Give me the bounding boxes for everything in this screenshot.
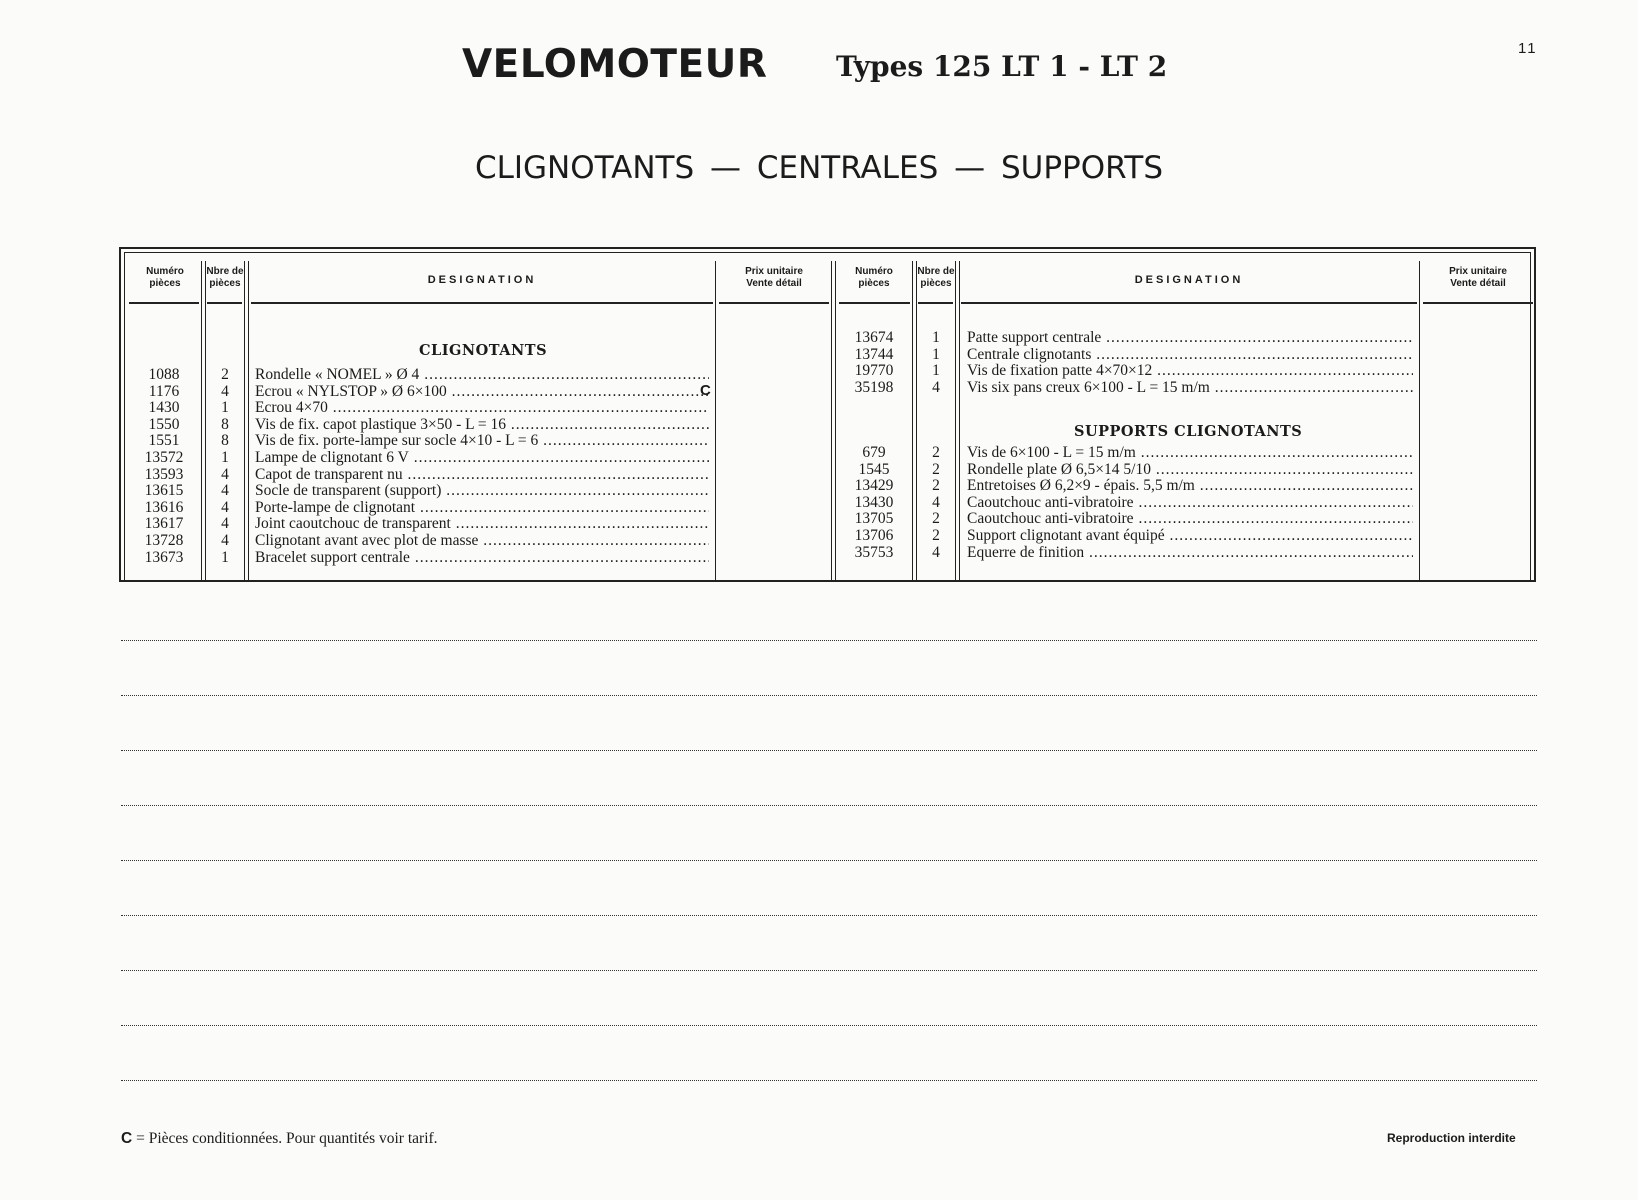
page-header [0, 40, 1638, 100]
part-number: 13593 [144, 465, 184, 483]
part-designation: Support clignotant avant équipé ..... [967, 527, 1413, 544]
part-number: 13728 [144, 532, 184, 549]
part-number: 13572 [144, 449, 184, 466]
part-quantity: 2 [932, 444, 940, 461]
part-quantity: 8 [221, 415, 229, 433]
blank-line [121, 640, 1537, 641]
part-quantity: 2 [932, 527, 940, 544]
part-designation: Vis de 6×100 - L = 15 m/m ..... [967, 444, 1413, 461]
part-quantity: 4 [221, 482, 229, 500]
part-designation: Lampe de clignotant 6 V ..... [255, 449, 709, 466]
part-number: 1550 [148, 415, 180, 433]
part-designation: Entretoises Ø 6,2×9 - épais. 5,5 m/m ..... [967, 477, 1413, 494]
header-numero: Numéro pièces [855, 266, 893, 289]
header-rule [839, 302, 910, 304]
header-numero: Numéro pièces [146, 266, 184, 289]
table-row [125, 444, 1535, 461]
part-designation: Rondelle « NOMEL » Ø 4 ..... [255, 366, 709, 383]
header-rule [961, 302, 1417, 304]
table-row [125, 544, 1535, 561]
header-rule [1423, 302, 1533, 304]
table-row [125, 510, 1535, 527]
table-row [125, 527, 1535, 544]
part-designation: Socle de transparent (support) ..... [255, 482, 709, 499]
legend-text: = Pièces conditionnées. Pour quantités voir tarif. [132, 1130, 438, 1147]
header-designation: DESIGNATION [427, 274, 537, 286]
part-quantity: 1 [221, 449, 229, 466]
part-designation: Vis de fix. capot plastique 3×50 - L = 16 ..... [255, 416, 709, 433]
part-number: 13616 [144, 498, 184, 516]
part-designation: Vis de fix. porte-lampe sur socle 4×10 - L = 6 ..... [255, 432, 709, 449]
part-quantity: 4 [932, 543, 940, 561]
part-number: 13430 [854, 493, 894, 511]
section-title-supports: SUPPORTS CLIGNOTANTS [1074, 423, 1303, 440]
part-quantity: 2 [221, 366, 229, 383]
part-number: 1088 [148, 366, 180, 383]
header-prix: Prix unitaire Vente détail [745, 266, 803, 289]
parts-table [119, 247, 1536, 582]
part-designation: Joint caoutchouc de transparent ..... [255, 515, 709, 532]
blank-line [121, 915, 1537, 916]
part-quantity: 1 [221, 548, 229, 566]
table-row [125, 379, 1535, 396]
part-designation: Rondelle plate Ø 6,5×14 5/10 ..... [967, 461, 1413, 478]
blank-line [121, 970, 1537, 971]
table-row [125, 494, 1535, 511]
part-quantity: 1 [221, 399, 229, 417]
part-designation: Centrale clignotants ..... [967, 346, 1413, 363]
part-designation: Porte-lampe de clignotant ..... [255, 499, 709, 516]
part-designation: Ecrou 4×70 ..... [255, 399, 709, 416]
table-row [125, 461, 1535, 478]
legend-key: C [121, 1130, 133, 1147]
table-row [125, 477, 1535, 494]
page-title: VELOMOTEUR [462, 42, 768, 87]
part-quantity: 1 [932, 329, 940, 346]
header-designation: DESIGNATION [1134, 274, 1244, 286]
part-number: 13706 [854, 527, 894, 544]
part-designation: Caoutchouc anti-vibratoire ..... [967, 510, 1413, 527]
part-quantity: 4 [221, 498, 229, 516]
blank-line [121, 695, 1537, 696]
blank-line [121, 805, 1537, 806]
part-number: 13617 [144, 515, 184, 533]
header-prix: Prix unitaire Vente détail [1449, 266, 1507, 289]
copyright-notice: Reproduction interdite [1387, 1131, 1516, 1145]
part-number: 13705 [854, 510, 894, 528]
part-quantity: 4 [221, 382, 229, 400]
part-designation: Ecrou « NYLSTOP » Ø 6×100 ..... [255, 383, 709, 400]
part-number: 1430 [148, 399, 180, 417]
part-designation: Equerre de finition ..... [967, 544, 1413, 561]
header-rule [918, 302, 953, 304]
part-quantity: 4 [932, 493, 940, 511]
table-inner-frame [124, 252, 1531, 582]
part-quantity: 4 [221, 465, 229, 483]
part-quantity: 1 [932, 362, 940, 380]
part-quantity: 2 [932, 477, 940, 495]
table-row [125, 416, 1535, 433]
part-quantity: 4 [221, 532, 229, 549]
legend [121, 1130, 438, 1148]
header-rule [719, 302, 829, 304]
blank-line [121, 860, 1537, 861]
header-rule [251, 302, 713, 304]
section-title-clignotants: CLIGNOTANTS [419, 342, 548, 359]
part-designation: Vis six pans creux 6×100 - L = 15 m/m ..... [967, 379, 1413, 396]
blank-line [121, 750, 1537, 751]
part-number: 13674 [854, 329, 894, 346]
part-number: 35198 [854, 378, 894, 396]
part-number: 13429 [854, 477, 894, 495]
part-designation: Vis de fixation patte 4×70×12 ..... [967, 362, 1413, 379]
blank-line [121, 1080, 1537, 1081]
blank-line [121, 1025, 1537, 1026]
header-rule [129, 302, 199, 304]
part-number: 13673 [144, 548, 184, 566]
part-number: 35753 [854, 543, 894, 561]
header-rule [207, 302, 242, 304]
part-designation: Capot de transparent nu ..... [255, 466, 709, 483]
table-row [125, 399, 1535, 416]
part-quantity: 1 [932, 345, 940, 363]
part-designation: Bracelet support centrale ..... [255, 549, 709, 566]
table-row [125, 362, 1535, 379]
part-quantity: 2 [932, 460, 940, 478]
part-quantity: 4 [221, 515, 229, 533]
part-number: 13615 [144, 482, 184, 500]
header-nbre: Nbre de pièces [917, 266, 955, 289]
part-designation: Caoutchouc anti-vibratoire ..... [967, 494, 1413, 511]
part-number: 1545 [858, 460, 890, 478]
part-quantity: 8 [221, 432, 229, 450]
page-number: 11 [1518, 40, 1538, 57]
model-types: Types 125 LT 1 - LT 2 [836, 50, 1168, 83]
table-row [125, 329, 1535, 346]
part-designation: Patte support centrale ..... [967, 329, 1413, 346]
part-quantity: 4 [932, 378, 940, 396]
table-row [125, 346, 1535, 363]
part-number: 1551 [148, 432, 180, 450]
part-quantity: 2 [932, 510, 940, 528]
part-number: 1176 [148, 382, 180, 400]
conditioned-flag: C [700, 381, 711, 399]
part-number: 19770 [854, 362, 894, 380]
part-number: 679 [862, 444, 886, 461]
part-number: 13744 [854, 345, 894, 363]
header-nbre: Nbre de pièces [206, 266, 244, 289]
part-designation: Clignotant avant avec plot de masse ..... [255, 532, 709, 549]
section-subtitle: CLIGNOTANTS — CENTRALES — SUPPORTS [474, 150, 1164, 186]
